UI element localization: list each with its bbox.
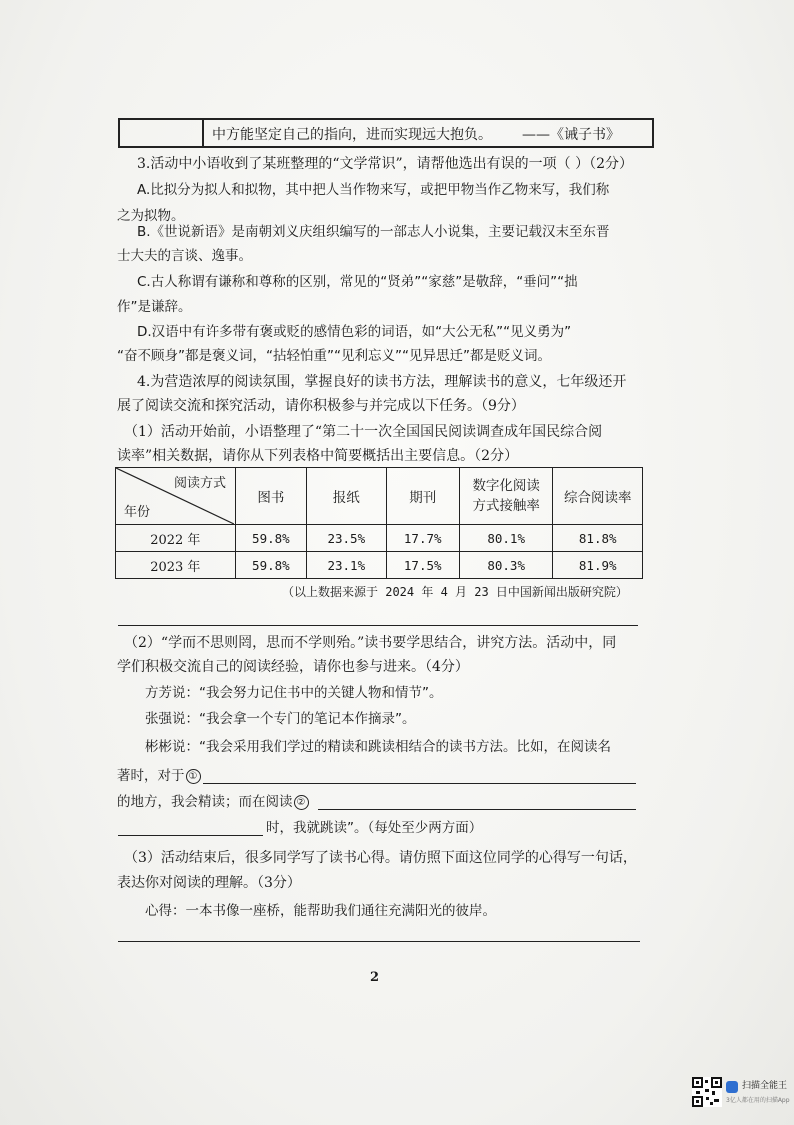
- corner-label-bottom: 年份: [124, 505, 151, 520]
- year-cell: 2023 年: [116, 552, 236, 579]
- option-a-line2: 之为拟物。: [117, 208, 185, 224]
- table-corner-cell: [116, 468, 236, 525]
- table-source-note: （以上数据来源于 2024 年 4 月 23 日中国新闻出版研究院）: [282, 585, 628, 599]
- binbin-line2-text: 著时，对于: [117, 768, 185, 784]
- binbin-line3-text: 的地方，我会精读；而在阅读: [117, 794, 293, 810]
- binbin-says-line4: 时，我就跳读”。（每处至少两方面）: [266, 820, 483, 836]
- option-d-line1: D.汉语中有许多带有褒或贬的感情色彩的词语，如“大公无私”“见义勇为”: [137, 324, 572, 340]
- answer-blank-1[interactable]: [203, 783, 636, 784]
- part-1-line1: （1）活动开始前，小语整理了“第二十一次全国国民阅读调查成年国民综合阅: [124, 424, 603, 440]
- part-1-line2: 读率”相关数据，请你从下列表格中简要概括出主要信息。（2分）: [117, 448, 519, 464]
- value-cell: 81.9%: [553, 552, 643, 579]
- reading-stats-table: [115, 467, 643, 579]
- year-cell: 2022 年: [116, 525, 236, 552]
- option-a-line1: A.比拟分为拟人和拟物，其中把人当作物来写，或把甲物当作乙物来写，我们称: [137, 182, 610, 198]
- header-cell: [459, 468, 553, 525]
- table-divider: [202, 120, 204, 146]
- part-2-line2: 学们积极交流自己的阅读经验，请你也参与进来。（4分）: [117, 659, 469, 675]
- value-cell: 23.5%: [307, 525, 386, 552]
- quote-source: ——《诫子书》: [522, 127, 620, 143]
- fangfang-says: 方芳说：“我会努力记住书中的关键人物和情节”。: [145, 685, 443, 701]
- page-number: 2: [370, 970, 380, 985]
- value-cell: 59.8%: [235, 525, 306, 552]
- question-4-stem-line1: 4.为营造浓厚的阅读氛围，掌握良好的读书方法，理解读书的意义，七年级还开: [137, 374, 627, 390]
- value-cell: 80.3%: [459, 552, 553, 579]
- answer-line-part3[interactable]: [118, 941, 640, 942]
- header-cell: 综合阅读率: [553, 468, 643, 525]
- scanner-watermark: [692, 1077, 788, 1113]
- blank-marker-2: ②: [294, 795, 309, 810]
- option-b-line2: 士大夫的言谈、逸事。: [117, 248, 252, 264]
- table-row: [116, 525, 643, 552]
- option-c-line1: C.古人称谓有谦称和尊称的区别，常见的“贤弟”“家慈”是敬辞，“垂问”“拙: [137, 274, 578, 290]
- blank-marker-1: ①: [186, 769, 201, 784]
- header-cell-line: 数字化阅读: [472, 478, 540, 494]
- answer-blank-2[interactable]: [318, 809, 636, 810]
- part-2-line1: （2）“学而不思则罔，思而不学则殆。”读书要学思结合，讲究方法。活动中，同: [124, 635, 617, 651]
- value-cell: 17.7%: [386, 525, 459, 552]
- quote-table-fragment: [118, 118, 654, 148]
- question-3-stem: 3.活动中小语收到了某班整理的“文学常识”，请帮他选出有误的一项（ ）（2分）: [137, 156, 634, 172]
- badge-title: 扫描全能王: [742, 1081, 788, 1091]
- header-cell: 图书: [235, 468, 306, 525]
- quote-text: 中方能坚定自己的指向，进而实现远大抱负。: [212, 127, 492, 143]
- header-cell: 报纸: [307, 468, 386, 525]
- option-c-line2: 作”是谦辞。: [117, 299, 192, 315]
- header-cell: 期刊: [386, 468, 459, 525]
- value-cell: 23.1%: [307, 552, 386, 579]
- question-4-stem-line2: 展了阅读交流和探究活动，请你积极参与并完成以下任务。（9分）: [117, 398, 525, 414]
- corner-label-top: 阅读方式: [173, 476, 226, 491]
- option-d-line2: “奋不顾身”都是褒义词，“拈轻怕重”“见利忘义”“见异思迁”都是贬义词。: [117, 348, 551, 364]
- answer-blank-2-continued[interactable]: [118, 835, 263, 836]
- value-cell: 80.1%: [459, 525, 553, 552]
- binbin-says-line3: [117, 792, 309, 812]
- option-b-line1: B.《世说新语》是南朝刘义庆组织编写的一部志人小说集，主要记载汉末至东晋: [137, 224, 610, 240]
- table-row: [116, 552, 643, 579]
- header-cell-line: 方式接触率: [472, 498, 540, 514]
- answer-line-part1[interactable]: [118, 625, 638, 626]
- value-cell: 59.8%: [235, 552, 306, 579]
- binbin-says-line1: 彬彬说：“我会采用我们学过的精读和跳读相结合的读书方法。比如，在阅读名: [145, 739, 611, 755]
- badge-subtitle: 3亿人都在用的扫描App: [726, 1097, 790, 1104]
- binbin-says-line2: [117, 766, 201, 786]
- value-cell: 17.5%: [386, 552, 459, 579]
- table-header-row: [116, 468, 643, 525]
- part-3-line1: （3）活动结束后，很多同学写了读书心得。请仿照下面这位同学的心得写一句话，: [124, 850, 637, 866]
- value-cell: 81.8%: [553, 525, 643, 552]
- zhangqiang-says: 张强说：“我会拿一个专门的笔记本作摘录”。: [145, 711, 416, 727]
- qr-code-icon: [692, 1077, 722, 1107]
- scanner-logo-icon: [726, 1081, 738, 1093]
- example-reflection: 心得：一本书像一座桥，能帮助我们通往充满阳光的彼岸。: [145, 903, 496, 919]
- part-3-line2: 表达你对阅读的理解。（3分）: [117, 875, 301, 891]
